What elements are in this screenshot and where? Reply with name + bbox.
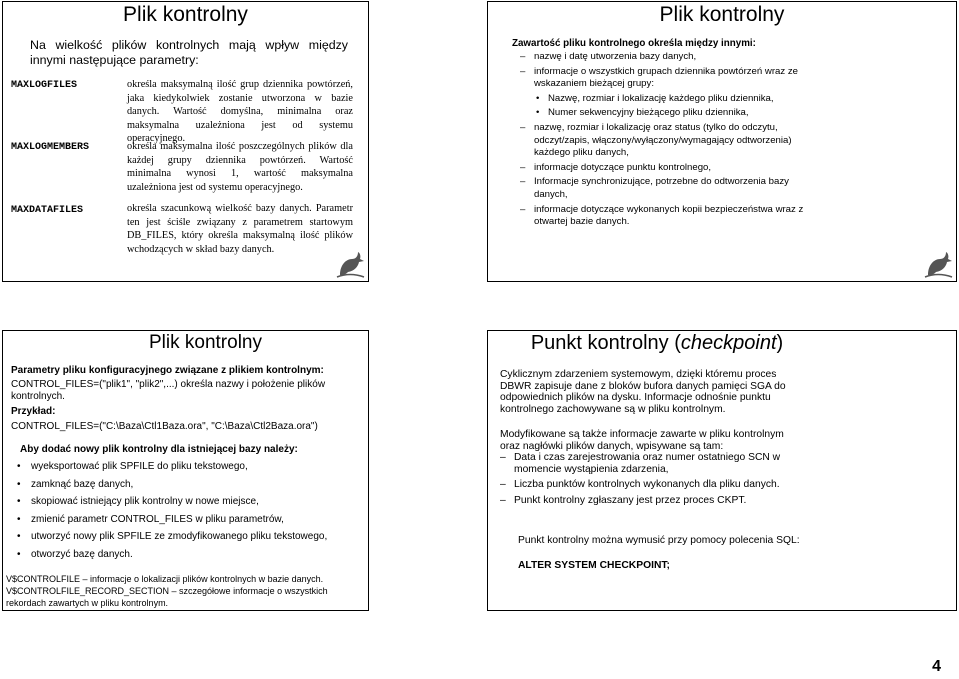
slide-title: Plik kontrolny xyxy=(659,3,785,26)
param-line: CONTROL_FILES=("plik1", "plik2",...) określa nazwy i położenie plików kontrolnych. xyxy=(11,379,326,403)
checkpoint-list xyxy=(500,452,805,510)
list-item: – informacje dotyczące wykonanych kopii bezpieczeństwa wraz z otwartej bazie danych. xyxy=(512,204,818,229)
list-item: • otworzyć bazę danych. xyxy=(11,549,356,561)
list-item: • skopiować istniejący plik kontrolny w nowe miejsce, xyxy=(11,496,356,508)
steps-list xyxy=(11,461,356,567)
list-item: • Numer sekwencyjny bieżącego pliku dziennika, xyxy=(512,107,818,120)
title-text: Punkt kontrolny ( xyxy=(530,332,681,354)
list-item: – nazwę, rozmiar i lokalizację oraz status (tylko do odczytu, odczyt/zapis, włączony/wyłączony/wymagający odtworzenia) każdego pliku danych, xyxy=(512,122,818,160)
title-italic: checkpoint xyxy=(680,332,777,354)
section-heading: Parametry pliku konfiguracyjnego związane z plikiem kontrolnym: xyxy=(11,365,324,376)
list-item: – Liczba punktów kontrolnych wykonanych dla pliku danych. xyxy=(500,479,805,491)
param-description: określa maksymalna ilość poszczególnych plików dla każdej grupy dziennika powtórzeń. Wartość minimalna wynosi 1, wartość maksymalna uzależniona jest od systemu operacyjnego. xyxy=(127,141,353,193)
list-item: – Data i czas zarejestrowania oraz numer ostatniego SCN w momencie wystąpienia zdarzenia, xyxy=(500,452,805,476)
slide-title xyxy=(487,332,956,355)
paragraph: Punkt kontrolny można wymusić przy pomocy polecenia SQL: xyxy=(518,535,800,546)
slide-intro: Zawartość pliku kontrolnego określa między innymi: xyxy=(512,38,756,49)
view-description: V$CONTROLFILE_RECORD_SECTION – szczegółowe informacje o wszystkich rekordach zawartych w pliku kontrolnym. xyxy=(6,586,328,608)
param-name: MAXDATAFILES xyxy=(11,205,84,216)
list-item: – nazwę i datę utworzenia bazy danych, xyxy=(512,51,818,64)
example-label: Przykład: xyxy=(11,406,56,417)
pelican-logo-icon xyxy=(334,247,366,279)
list-item: – informacje o wszystkich grupach dziennika powtórzeń wraz ze wskazaniem bieżącej grupy: xyxy=(512,66,818,91)
slide-intro: Na wielkość plików kontrolnych mają wpływ między innymi następujące parametry: xyxy=(30,38,348,67)
param-name: MAXLOGFILES xyxy=(11,80,78,91)
param-description: określa maksymalną ilość grup dziennika powtórzeń, jaka kiedykolwiek zostanie utworzona w bazie danych. Wartość domyślna, minimalna oraz maksymalna uzależniona jest od systemu operacyjnego. xyxy=(127,79,353,144)
slide-title: Plik kontrolny xyxy=(123,3,248,26)
list-item: • utworzyć nowy plik SPFILE ze zmodyfikowanego pliku tekstowego, xyxy=(11,531,356,543)
param-name: MAXLOGMEMBERS xyxy=(11,142,90,153)
paragraph: Modyfikowane są także informacje zawarte w pliku kontrolnym oraz nagłówki plików danych, wpisywane są tam: xyxy=(500,429,784,452)
paragraph: Cyklicznym zdarzeniem systemowym, dzięki któremu proces DBWR zapisuje dane z bloków bufora danych pamięci SGA do odpowiednich plików na dysku. Informacje odnośnie punktu kontrolnego zachowywane są w pliku kontrolnym. xyxy=(500,369,786,415)
slide-control-file-parameters xyxy=(2,330,369,611)
param-description: określa szacunkową wielkość bazy danych. Parametr ten jest ściśle związany z parametrem startowym DB_FILES, który określa maksymalną ilość plików wchodzących w skład bazy danych. xyxy=(127,203,353,255)
list-item: – Informacje synchronizujące, potrzebne do odtworzenia bazy danych, xyxy=(512,176,818,201)
list-item: • wyeksportować plik SPFILE do pliku tekstowego, xyxy=(11,461,356,473)
slide-title: Plik kontrolny xyxy=(149,332,262,353)
title-end: ) xyxy=(776,332,784,354)
slide-parameters xyxy=(2,1,369,282)
example-value: CONTROL_FILES=("C:\Baza\Ctl1Baza.ora", "C:\Baza\Ctl2Baza.ora") xyxy=(11,421,318,432)
contents-list xyxy=(512,51,818,231)
list-item: – informacje dotyczące punktu kontrolnego, xyxy=(512,162,818,175)
sql-command: ALTER SYSTEM CHECKPOINT; xyxy=(518,560,670,571)
list-item: – Punkt kontrolny zgłaszany jest przez proces CKPT. xyxy=(500,495,805,507)
list-item: • Nazwę, rozmiar i lokalizację każdego pliku dziennika, xyxy=(512,93,818,106)
steps-heading: Aby dodać nowy plik kontrolny dla istniejącej bazy należy: xyxy=(20,444,298,455)
list-item: • zamknąć bazę danych, xyxy=(11,479,356,491)
view-description: V$CONTROLFILE – informacje o lokalizacji plików kontrolnych w bazie danych. xyxy=(6,574,324,584)
pelican-logo-icon xyxy=(922,247,954,279)
page-number: 4 xyxy=(932,658,941,675)
list-item: • zmienić parametr CONTROL_FILES w pliku parametrów, xyxy=(11,514,356,526)
slide-control-file-contents xyxy=(487,1,957,282)
slide-checkpoint xyxy=(487,330,957,611)
